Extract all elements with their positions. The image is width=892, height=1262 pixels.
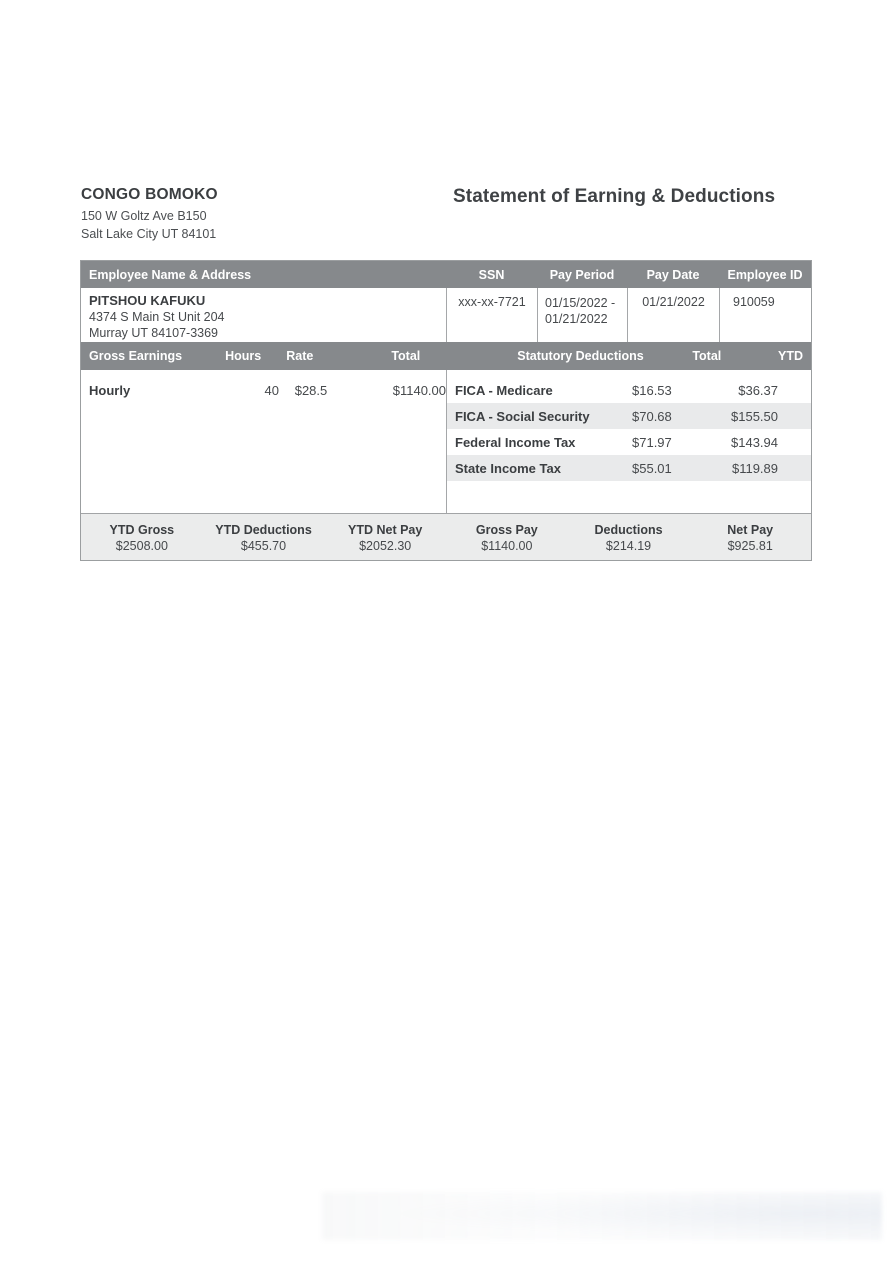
header-hours: Hours	[225, 349, 262, 363]
deduction-label: FICA - Social Security	[455, 408, 590, 424]
earning-type: Hourly	[89, 382, 131, 398]
summary-value: $2508.00	[115, 539, 168, 553]
summary-ytd-deductions	[203, 521, 325, 553]
earning-rate: $28.5	[294, 382, 328, 398]
deduction-label: FICA - Medicare	[455, 382, 553, 398]
summary-label: YTD Net Pay	[348, 523, 423, 537]
pay-statement-table	[80, 260, 812, 561]
header-earnings-total: Total	[391, 349, 421, 363]
header-deductions-ytd: YTD	[777, 349, 803, 363]
page-title: Statement of Earning & Deductions	[453, 186, 776, 207]
summary-value: $455.70	[240, 539, 287, 553]
summary-label: YTD Gross	[109, 523, 175, 537]
summary-label: Net Pay	[727, 523, 774, 537]
deduction-total: $71.97	[632, 434, 672, 450]
info-header-row	[81, 261, 811, 288]
deduction-row	[447, 429, 811, 455]
deduction-row	[447, 377, 811, 403]
header-rate: Rate	[286, 349, 314, 363]
summary-deductions	[568, 521, 690, 553]
deduction-total: $55.01	[632, 460, 672, 476]
summary-net-pay	[689, 521, 811, 553]
header-employee-id: Employee ID	[727, 267, 803, 282]
employee-address-line1: 4374 S Main St Unit 204	[89, 310, 225, 324]
deduction-total: $16.53	[632, 382, 672, 398]
header-pay-date: Pay Date	[646, 267, 700, 282]
header-employee-name-address: Employee Name & Address	[89, 267, 252, 282]
company-address-line1: 150 W Goltz Ave B150	[81, 208, 207, 223]
header-ssn: SSN	[478, 267, 505, 282]
employee-pay-date: 01/21/2022	[627, 288, 719, 342]
summary-gross-pay	[446, 521, 568, 553]
deduction-row	[447, 455, 811, 481]
summary-label: Deductions	[594, 523, 663, 537]
totals-summary-bar	[81, 513, 811, 560]
employee-address-line2: Murray UT 84107-3369	[89, 325, 219, 340]
scan-smudge-artifact	[322, 1192, 882, 1240]
employee-name: PITSHOU KAFUKU	[89, 293, 206, 308]
earning-hours: 40	[264, 382, 279, 398]
employee-id-value: 910059	[719, 288, 811, 342]
summary-label: YTD Deductions	[215, 523, 312, 537]
summary-value: $2052.30	[359, 539, 412, 553]
deduction-row	[447, 403, 811, 429]
company-block	[81, 186, 218, 241]
company-address-line2: Salt Lake City UT 84101	[81, 227, 217, 241]
earnings-section	[81, 370, 446, 513]
company-name: CONGO BOMOKO	[81, 186, 218, 203]
employee-ssn: xxx-xx-7721	[446, 288, 537, 342]
deductions-section	[446, 370, 811, 513]
earnings-row	[81, 377, 446, 403]
deduction-ytd: $155.50	[731, 408, 778, 424]
deduction-label: Federal Income Tax	[455, 434, 576, 450]
deduction-total: $70.68	[632, 408, 672, 424]
deduction-label: State Income Tax	[455, 460, 561, 476]
employee-info-row	[81, 288, 811, 342]
earning-total: $1140.00	[392, 382, 446, 398]
deduction-ytd: $36.37	[738, 382, 778, 398]
summary-value: $214.19	[605, 539, 652, 553]
table-body	[81, 370, 811, 513]
header-gross-earnings: Gross Earnings	[89, 349, 183, 363]
deduction-ytd: $119.89	[731, 460, 778, 476]
employee-name-address-cell	[81, 288, 446, 342]
summary-ytd-gross	[81, 521, 203, 553]
earnings-deductions-header-row	[81, 342, 811, 370]
header-deductions-total: Total	[692, 349, 722, 363]
header-pay-period: Pay Period	[549, 267, 615, 282]
deduction-ytd: $143.94	[731, 434, 778, 450]
summary-value: $925.81	[727, 539, 773, 553]
summary-label: Gross Pay	[475, 523, 538, 537]
header-statutory-deductions: Statutory Deductions	[517, 349, 644, 363]
summary-value: $1140.00	[481, 539, 533, 553]
summary-ytd-net-pay	[324, 521, 446, 553]
employee-pay-period: 01/15/2022 - 01/21/2022	[537, 288, 627, 342]
